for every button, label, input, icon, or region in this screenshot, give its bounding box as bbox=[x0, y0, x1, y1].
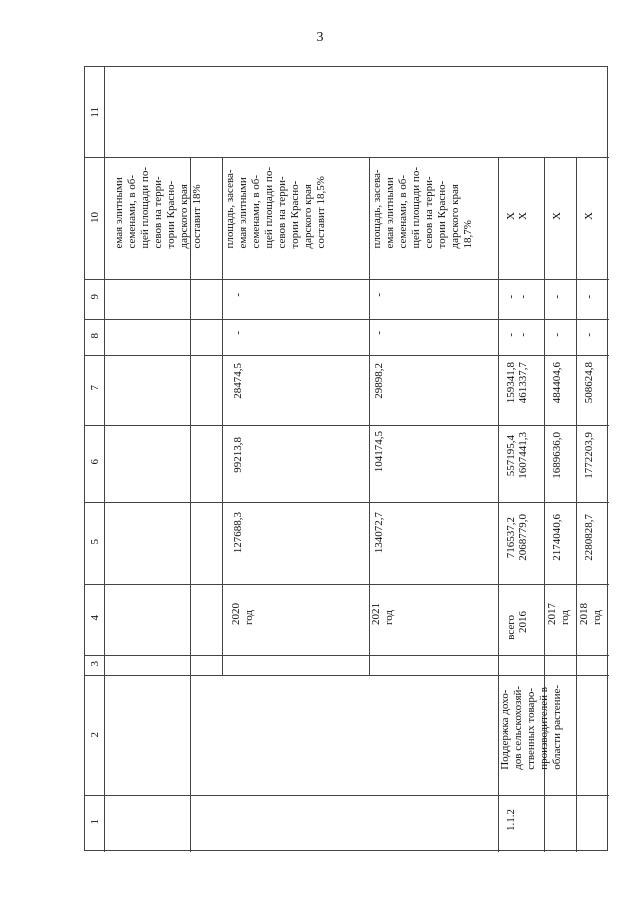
grid-line bbox=[85, 584, 609, 585]
cell-year: 2021 год bbox=[370, 603, 395, 625]
col-header-9: 9 bbox=[89, 294, 101, 300]
section-number: 1.1.2 bbox=[505, 809, 517, 831]
cell-col8: - bbox=[232, 331, 244, 335]
cell-col8: - bbox=[373, 331, 385, 335]
grid-line bbox=[190, 157, 191, 852]
col-header-8: 8 bbox=[89, 333, 101, 339]
grid-line bbox=[85, 675, 609, 676]
cell-year: 2017 год bbox=[546, 603, 571, 625]
cell-col6: 557195,4 bbox=[505, 435, 517, 477]
cell-col9: - bbox=[505, 295, 517, 299]
col-header-7: 7 bbox=[89, 385, 101, 391]
description-text: емая элитными семенами, в об- щей площади по- севов на терри- тории Красно- дарского края составит 18% bbox=[113, 167, 203, 249]
grid-line bbox=[104, 67, 105, 852]
budget-table bbox=[84, 66, 608, 851]
page-number: 3 bbox=[316, 30, 324, 45]
grid-line bbox=[85, 355, 609, 356]
cell-col7: 461337,7 bbox=[517, 362, 529, 404]
cell-col6: 104174,5 bbox=[373, 431, 385, 473]
cell-col8: - bbox=[583, 333, 595, 337]
cell-col5: 2280828,7 bbox=[583, 514, 595, 561]
cell-col9: - bbox=[373, 293, 385, 297]
col-header-4: 4 bbox=[89, 615, 101, 621]
cell-col8: - bbox=[517, 333, 529, 337]
cell-col5: 134072,7 bbox=[373, 512, 385, 554]
grid-line bbox=[85, 319, 609, 320]
cell-col8: - bbox=[505, 333, 517, 337]
grid-line bbox=[576, 157, 577, 852]
cell-col6: 99213,8 bbox=[232, 437, 244, 473]
col-header-10: 10 bbox=[89, 212, 101, 223]
cell-col7: 29898,2 bbox=[373, 363, 385, 399]
cell-col9: - bbox=[232, 293, 244, 297]
cell-col5: 716537,2 bbox=[505, 517, 517, 559]
cell-year: 2020 год bbox=[230, 603, 255, 625]
cell-col7: 484404,6 bbox=[551, 362, 563, 404]
col-header-2: 2 bbox=[89, 732, 101, 738]
cell-col10: X bbox=[583, 212, 595, 220]
cell-col10: X bbox=[505, 212, 517, 220]
grid-line bbox=[222, 157, 223, 675]
grid-line bbox=[369, 157, 370, 675]
col-header-5: 5 bbox=[89, 539, 101, 545]
col-header-3: 3 bbox=[89, 661, 101, 667]
grid-line bbox=[85, 279, 609, 280]
col-header-1: 1 bbox=[89, 819, 101, 825]
cell-col7: 28474,5 bbox=[232, 363, 244, 399]
cell-col8: - bbox=[551, 333, 563, 337]
cell-col10: X bbox=[517, 212, 529, 220]
grid-line bbox=[85, 425, 609, 426]
cell-col9: - bbox=[517, 295, 529, 299]
cell-col7: 508624,8 bbox=[583, 362, 595, 404]
grid-line bbox=[85, 655, 609, 656]
cell-col6: 1772203,9 bbox=[583, 432, 595, 479]
grid-line bbox=[85, 795, 609, 796]
section-title: Поддержка дохо- дов сельскохозяй- ственных товаро- производителей в области растение- bbox=[499, 685, 563, 770]
cell-col6: 1607441,3 bbox=[517, 432, 529, 479]
cell-col5: 2174040,6 bbox=[551, 514, 563, 561]
cell-col6: 1689636,0 bbox=[551, 432, 563, 479]
col-header-11: 11 bbox=[89, 107, 101, 118]
cell-col10: X bbox=[551, 212, 563, 220]
cell-col9: - bbox=[551, 295, 563, 299]
grid-line bbox=[85, 157, 609, 158]
grid-line bbox=[85, 502, 609, 503]
cell-year: всего bbox=[505, 615, 517, 640]
cell-col5: 2068779,0 bbox=[517, 514, 529, 561]
col-header-6: 6 bbox=[89, 459, 101, 465]
cell-year: 2018 год bbox=[578, 603, 603, 625]
cell-col7: 159341,8 bbox=[505, 362, 517, 404]
cell-year: 2016 bbox=[517, 611, 529, 633]
description-text: площадь, засева- емая элитными семенами, в об- щей площади по- севов на терри- тории Красно- дарского края составит 18,5% bbox=[224, 167, 327, 249]
description-text: площадь, засева- емая элитными семенами, в об- щей площади по- севов на терри- тории Красно- дарского края 18,7% bbox=[371, 167, 474, 249]
cell-col5: 127688,3 bbox=[232, 512, 244, 554]
cell-col9: - bbox=[583, 295, 595, 299]
